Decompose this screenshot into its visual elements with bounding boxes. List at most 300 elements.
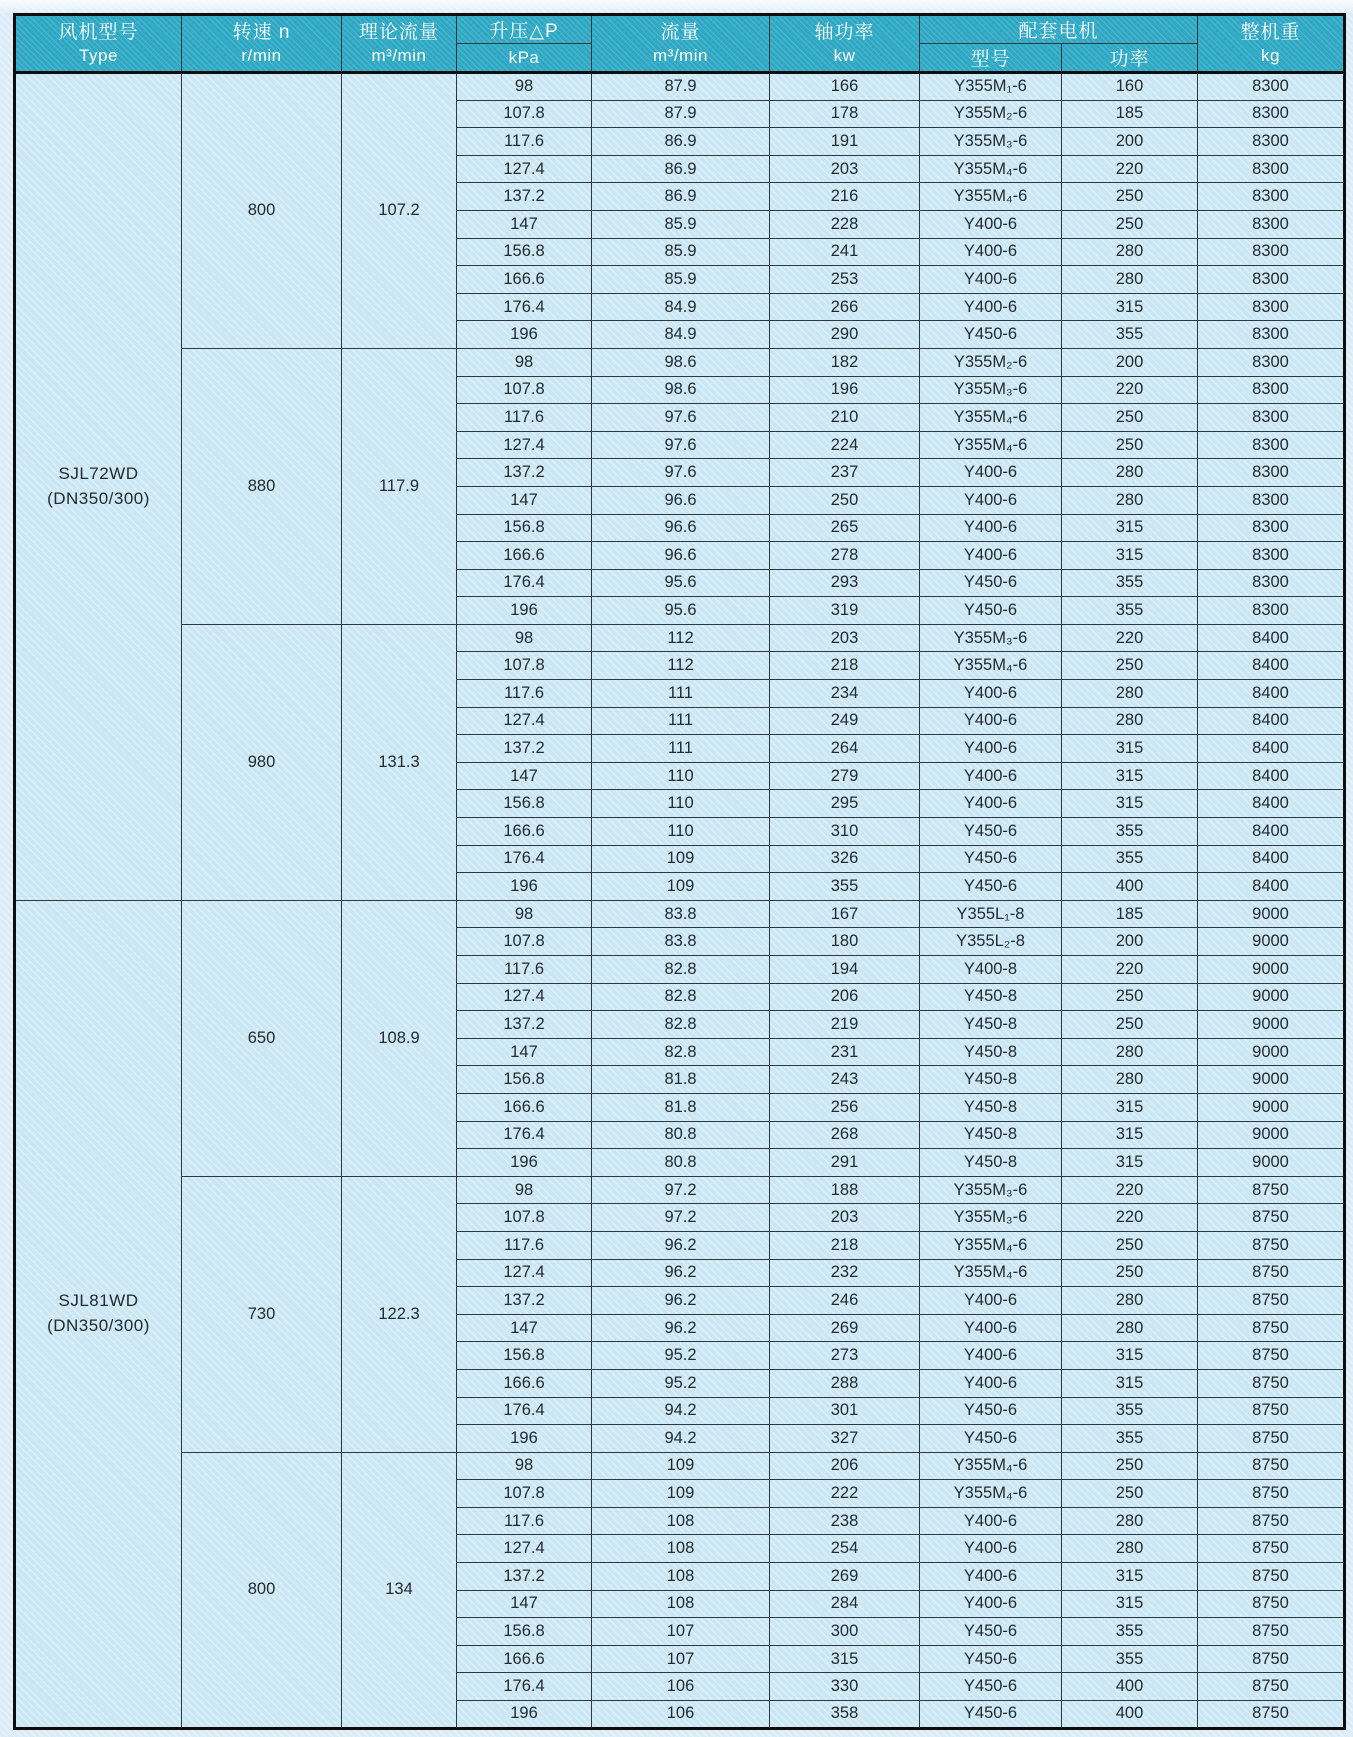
- fan-model-cell: [15, 73, 182, 901]
- spec-row: [15, 624, 1345, 652]
- pressure-cell: 156.8: [457, 238, 592, 266]
- pressure-cell: 107.8: [457, 652, 592, 680]
- header-speed-label: 转速 n: [232, 22, 291, 44]
- pressure-cell: 98: [457, 900, 592, 928]
- weight-cell: 8300: [1198, 404, 1345, 432]
- weight-cell: 8750: [1198, 1259, 1345, 1287]
- motor-model-cell: Y400-6: [920, 238, 1062, 266]
- weight-cell: 9000: [1198, 956, 1345, 984]
- shaft-power-cell: 293: [770, 569, 920, 597]
- shaft-power-cell: 284: [770, 1590, 920, 1618]
- weight-cell: 8750: [1198, 1701, 1345, 1729]
- motor-model-cell: Y450-6: [920, 597, 1062, 625]
- motor-model-cell: Y450-8: [920, 983, 1062, 1011]
- flow-cell: 83.8: [592, 900, 770, 928]
- pressure-cell: 127.4: [457, 1535, 592, 1563]
- motor-power-cell: 280: [1062, 486, 1198, 514]
- motor-model-cell: Y450-6: [920, 1645, 1062, 1673]
- header-speed: [182, 15, 342, 73]
- pressure-cell: 137.2: [457, 735, 592, 763]
- flow-cell: 96.2: [592, 1259, 770, 1287]
- flow-cell: 85.9: [592, 238, 770, 266]
- pressure-cell: 196: [457, 873, 592, 901]
- pressure-cell: 176.4: [457, 1673, 592, 1701]
- shaft-power-cell: 203: [770, 624, 920, 652]
- motor-power-cell: 185: [1062, 900, 1198, 928]
- header-weight-unit: kg: [1261, 46, 1280, 66]
- flow-cell: 110: [592, 790, 770, 818]
- motor-power-cell: 250: [1062, 1452, 1198, 1480]
- shaft-power-cell: 268: [770, 1121, 920, 1149]
- motor-model-cell: Y355M₃-6: [920, 1176, 1062, 1204]
- header-row-1: [15, 15, 1345, 44]
- header-shaft-power-label: 轴功率: [814, 22, 875, 44]
- fan-spec-table: [13, 13, 1346, 1730]
- weight-cell: 9000: [1198, 983, 1345, 1011]
- shaft-power-cell: 206: [770, 1452, 920, 1480]
- motor-power-cell: 185: [1062, 100, 1198, 128]
- speed-cell: 800: [182, 1452, 342, 1728]
- shaft-power-cell: 219: [770, 1011, 920, 1039]
- motor-model-cell: Y400-6: [920, 1590, 1062, 1618]
- motor-model-cell: Y400-6: [920, 762, 1062, 790]
- motor-power-cell: 315: [1062, 762, 1198, 790]
- shaft-power-cell: 269: [770, 1563, 920, 1591]
- weight-cell: 8300: [1198, 459, 1345, 487]
- motor-model-cell: Y355M₄-6: [920, 1231, 1062, 1259]
- motor-power-cell: 400: [1062, 1673, 1198, 1701]
- pressure-cell: 156.8: [457, 790, 592, 818]
- motor-power-cell: 250: [1062, 983, 1198, 1011]
- pressure-cell: 156.8: [457, 1066, 592, 1094]
- shaft-power-cell: 250: [770, 486, 920, 514]
- motor-power-cell: 250: [1062, 1011, 1198, 1039]
- flow-cell: 97.2: [592, 1176, 770, 1204]
- flow-cell: 86.9: [592, 183, 770, 211]
- motor-model-cell: Y450-6: [920, 1701, 1062, 1729]
- motor-model-cell: Y400-6: [920, 486, 1062, 514]
- motor-power-cell: 315: [1062, 514, 1198, 542]
- weight-cell: 8300: [1198, 542, 1345, 570]
- motor-model-cell: Y400-6: [920, 210, 1062, 238]
- motor-model-cell: Y355M₄-6: [920, 652, 1062, 680]
- header-shaft-power-unit: kw: [833, 46, 856, 66]
- weight-cell: 9000: [1198, 1121, 1345, 1149]
- shaft-power-cell: 234: [770, 680, 920, 708]
- weight-cell: 8750: [1198, 1590, 1345, 1618]
- shaft-power-cell: 246: [770, 1287, 920, 1315]
- weight-cell: 8300: [1198, 321, 1345, 349]
- flow-cell: 107: [592, 1645, 770, 1673]
- motor-power-cell: 250: [1062, 431, 1198, 459]
- motor-model-cell: Y355M₄-6: [920, 404, 1062, 432]
- flow-cell: 84.9: [592, 321, 770, 349]
- weight-cell: 8300: [1198, 348, 1345, 376]
- flow-cell: 96.2: [592, 1287, 770, 1315]
- shaft-power-cell: 290: [770, 321, 920, 349]
- fan-model-size: (DN350/300): [47, 1315, 150, 1335]
- motor-power-cell: 355: [1062, 1645, 1198, 1673]
- motor-power-cell: 280: [1062, 707, 1198, 735]
- motor-model-cell: Y400-6: [920, 680, 1062, 708]
- weight-cell: 8750: [1198, 1507, 1345, 1535]
- weight-cell: 8400: [1198, 845, 1345, 873]
- motor-model-cell: Y355M₄-6: [920, 183, 1062, 211]
- motor-power-cell: 355: [1062, 321, 1198, 349]
- pressure-cell: 98: [457, 1176, 592, 1204]
- weight-cell: 8750: [1198, 1673, 1345, 1701]
- header-motor-model-text: 型号: [970, 49, 1011, 70]
- motor-power-cell: 280: [1062, 1287, 1198, 1315]
- flow-cell: 106: [592, 1701, 770, 1729]
- flow-cell: 82.8: [592, 1038, 770, 1066]
- motor-power-cell: 315: [1062, 790, 1198, 818]
- flow-cell: 80.8: [592, 1121, 770, 1149]
- weight-cell: 9000: [1198, 1038, 1345, 1066]
- motor-power-cell: 355: [1062, 597, 1198, 625]
- flow-cell: 97.2: [592, 1204, 770, 1232]
- pressure-cell: 196: [457, 321, 592, 349]
- speed-cell: 650: [182, 900, 342, 1176]
- motor-power-cell: 220: [1062, 1204, 1198, 1232]
- pressure-cell: 176.4: [457, 293, 592, 321]
- pressure-cell: 137.2: [457, 1011, 592, 1039]
- weight-cell: 8750: [1198, 1480, 1345, 1508]
- weight-cell: 8300: [1198, 238, 1345, 266]
- flow-cell: 82.8: [592, 983, 770, 1011]
- pressure-cell: 166.6: [457, 542, 592, 570]
- shaft-power-cell: 191: [770, 128, 920, 156]
- header-theoretical-flow-label: 理论流量: [358, 22, 439, 44]
- motor-model-cell: Y400-6: [920, 735, 1062, 763]
- motor-model-cell: Y355L₂-8: [920, 928, 1062, 956]
- spec-row: [15, 1452, 1345, 1480]
- motor-power-cell: 250: [1062, 652, 1198, 680]
- motor-power-cell: 315: [1062, 542, 1198, 570]
- motor-model-cell: Y450-6: [920, 1618, 1062, 1646]
- motor-model-cell: Y450-6: [920, 321, 1062, 349]
- motor-power-cell: 315: [1062, 1093, 1198, 1121]
- pressure-cell: 176.4: [457, 845, 592, 873]
- shaft-power-cell: 279: [770, 762, 920, 790]
- theoretical-flow-cell: 107.2: [342, 73, 457, 349]
- speed-cell: 730: [182, 1176, 342, 1452]
- header-pressure-rise-unit: [457, 44, 592, 73]
- weight-cell: 8750: [1198, 1231, 1345, 1259]
- shaft-power-cell: 301: [770, 1397, 920, 1425]
- flow-cell: 80.8: [592, 1149, 770, 1177]
- shaft-power-cell: 310: [770, 818, 920, 846]
- motor-model-cell: Y450-6: [920, 1425, 1062, 1453]
- weight-cell: 9000: [1198, 900, 1345, 928]
- flow-cell: 111: [592, 707, 770, 735]
- weight-cell: 9000: [1198, 1093, 1345, 1121]
- motor-power-cell: 220: [1062, 155, 1198, 183]
- motor-power-cell: 355: [1062, 1425, 1198, 1453]
- motor-power-cell: 280: [1062, 238, 1198, 266]
- shaft-power-cell: 237: [770, 459, 920, 487]
- flow-cell: 108: [592, 1535, 770, 1563]
- motor-model-cell: Y400-6: [920, 459, 1062, 487]
- shaft-power-cell: 273: [770, 1342, 920, 1370]
- weight-cell: 9000: [1198, 1149, 1345, 1177]
- motor-power-cell: 400: [1062, 1701, 1198, 1729]
- motor-model-cell: Y355M₂-6: [920, 348, 1062, 376]
- motor-model-cell: Y400-6: [920, 1563, 1062, 1591]
- motor-power-cell: 220: [1062, 956, 1198, 984]
- flow-cell: 111: [592, 680, 770, 708]
- flow-cell: 112: [592, 652, 770, 680]
- motor-model-cell: Y355M₃-6: [920, 128, 1062, 156]
- motor-power-cell: 315: [1062, 1121, 1198, 1149]
- shaft-power-cell: 278: [770, 542, 920, 570]
- motor-model-cell: Y400-6: [920, 1342, 1062, 1370]
- motor-model-cell: Y355M₃-6: [920, 376, 1062, 404]
- pressure-cell: 147: [457, 1314, 592, 1342]
- weight-cell: 8300: [1198, 266, 1345, 294]
- header-motor-power: [1062, 44, 1198, 73]
- pressure-cell: 98: [457, 1452, 592, 1480]
- motor-power-cell: 355: [1062, 569, 1198, 597]
- speed-cell: 800: [182, 73, 342, 349]
- motor-power-cell: 280: [1062, 1535, 1198, 1563]
- flow-cell: 106: [592, 1673, 770, 1701]
- flow-cell: 81.8: [592, 1093, 770, 1121]
- shaft-power-cell: 196: [770, 376, 920, 404]
- pressure-cell: 166.6: [457, 818, 592, 846]
- flow-cell: 81.8: [592, 1066, 770, 1094]
- flow-cell: 109: [592, 1452, 770, 1480]
- pressure-cell: 196: [457, 597, 592, 625]
- shaft-power-cell: 180: [770, 928, 920, 956]
- motor-power-cell: 280: [1062, 1038, 1198, 1066]
- shaft-power-cell: 167: [770, 900, 920, 928]
- pressure-cell: 176.4: [457, 1121, 592, 1149]
- flow-cell: 97.6: [592, 459, 770, 487]
- pressure-cell: 127.4: [457, 707, 592, 735]
- shaft-power-cell: 194: [770, 956, 920, 984]
- flow-cell: 84.9: [592, 293, 770, 321]
- weight-cell: 8750: [1198, 1287, 1345, 1315]
- header-motor: [920, 15, 1198, 44]
- shaft-power-cell: 269: [770, 1314, 920, 1342]
- flow-cell: 96.2: [592, 1231, 770, 1259]
- header-flow-label: 流量: [660, 22, 701, 44]
- theoretical-flow-cell: 108.9: [342, 900, 457, 1176]
- shaft-power-cell: 330: [770, 1673, 920, 1701]
- motor-power-cell: 315: [1062, 1590, 1198, 1618]
- shaft-power-cell: 254: [770, 1535, 920, 1563]
- flow-cell: 109: [592, 1480, 770, 1508]
- motor-model-cell: Y450-6: [920, 569, 1062, 597]
- motor-power-cell: 355: [1062, 1397, 1198, 1425]
- motor-model-cell: Y450-8: [920, 1066, 1062, 1094]
- flow-cell: 109: [592, 845, 770, 873]
- shaft-power-cell: 266: [770, 293, 920, 321]
- shaft-power-cell: 210: [770, 404, 920, 432]
- weight-cell: 8400: [1198, 790, 1345, 818]
- flow-cell: 107: [592, 1618, 770, 1646]
- shaft-power-cell: 222: [770, 1480, 920, 1508]
- theoretical-flow-cell: 117.9: [342, 348, 457, 624]
- motor-model-cell: Y450-8: [920, 1038, 1062, 1066]
- pressure-cell: 147: [457, 1038, 592, 1066]
- weight-cell: 8300: [1198, 293, 1345, 321]
- weight-cell: 8750: [1198, 1618, 1345, 1646]
- flow-cell: 110: [592, 762, 770, 790]
- shaft-power-cell: 326: [770, 845, 920, 873]
- shaft-power-cell: 241: [770, 238, 920, 266]
- header-flow-unit: m³/min: [653, 46, 708, 66]
- motor-model-cell: Y400-6: [920, 1287, 1062, 1315]
- motor-power-cell: 315: [1062, 1563, 1198, 1591]
- flow-cell: 82.8: [592, 956, 770, 984]
- weight-cell: 8300: [1198, 73, 1345, 101]
- shaft-power-cell: 264: [770, 735, 920, 763]
- motor-power-cell: 315: [1062, 1342, 1198, 1370]
- motor-model-cell: Y355M₄-6: [920, 1480, 1062, 1508]
- weight-cell: 8300: [1198, 100, 1345, 128]
- motor-power-cell: 355: [1062, 818, 1198, 846]
- motor-power-cell: 250: [1062, 1259, 1198, 1287]
- shaft-power-cell: 295: [770, 790, 920, 818]
- shaft-power-cell: 188: [770, 1176, 920, 1204]
- flow-cell: 96.6: [592, 514, 770, 542]
- weight-cell: 8400: [1198, 652, 1345, 680]
- shaft-power-cell: 243: [770, 1066, 920, 1094]
- flow-cell: 108: [592, 1563, 770, 1591]
- shaft-power-cell: 166: [770, 73, 920, 101]
- shaft-power-cell: 178: [770, 100, 920, 128]
- weight-cell: 9000: [1198, 1066, 1345, 1094]
- header-fan-model-en: Type: [79, 46, 118, 66]
- motor-model-cell: Y450-8: [920, 1093, 1062, 1121]
- flow-cell: 97.6: [592, 404, 770, 432]
- motor-power-cell: 220: [1062, 1176, 1198, 1204]
- weight-cell: 8300: [1198, 210, 1345, 238]
- motor-power-cell: 400: [1062, 873, 1198, 901]
- flow-cell: 97.6: [592, 431, 770, 459]
- flow-cell: 86.9: [592, 155, 770, 183]
- header-fan-model-cn: 风机型号: [58, 22, 139, 44]
- flow-cell: 108: [592, 1590, 770, 1618]
- weight-cell: 8400: [1198, 735, 1345, 763]
- motor-model-cell: Y400-6: [920, 266, 1062, 294]
- motor-model-cell: Y450-6: [920, 845, 1062, 873]
- pressure-cell: 107.8: [457, 100, 592, 128]
- pressure-cell: 127.4: [457, 431, 592, 459]
- speed-cell: 880: [182, 348, 342, 624]
- motor-power-cell: 220: [1062, 376, 1198, 404]
- weight-cell: 8750: [1198, 1314, 1345, 1342]
- header-weight-label: 整机重: [1240, 22, 1301, 44]
- motor-model-cell: Y450-8: [920, 1121, 1062, 1149]
- motor-power-cell: 355: [1062, 1618, 1198, 1646]
- motor-model-cell: Y400-6: [920, 542, 1062, 570]
- header-motor-model: [920, 44, 1062, 73]
- pressure-cell: 156.8: [457, 514, 592, 542]
- pressure-cell: 166.6: [457, 1093, 592, 1121]
- pressure-cell: 137.2: [457, 183, 592, 211]
- weight-cell: 8400: [1198, 818, 1345, 846]
- pressure-cell: 117.6: [457, 956, 592, 984]
- spec-row: [15, 348, 1345, 376]
- weight-cell: 8400: [1198, 873, 1345, 901]
- pressure-cell: 166.6: [457, 1645, 592, 1673]
- shaft-power-cell: 358: [770, 1701, 920, 1729]
- weight-cell: 8400: [1198, 762, 1345, 790]
- shaft-power-cell: 228: [770, 210, 920, 238]
- shaft-power-cell: 249: [770, 707, 920, 735]
- weight-cell: 8300: [1198, 569, 1345, 597]
- header-pressure-rise: [457, 15, 592, 44]
- shaft-power-cell: 224: [770, 431, 920, 459]
- header-theoretical-flow: [342, 15, 457, 73]
- weight-cell: 8750: [1198, 1425, 1345, 1453]
- theoretical-flow-cell: 122.3: [342, 1176, 457, 1452]
- motor-model-cell: Y400-6: [920, 707, 1062, 735]
- pressure-cell: 166.6: [457, 266, 592, 294]
- motor-power-cell: 280: [1062, 1507, 1198, 1535]
- motor-power-cell: 280: [1062, 266, 1198, 294]
- flow-cell: 111: [592, 735, 770, 763]
- theoretical-flow-cell: 131.3: [342, 624, 457, 900]
- weight-cell: 8750: [1198, 1397, 1345, 1425]
- motor-model-cell: Y355M₂-6: [920, 100, 1062, 128]
- pressure-cell: 117.6: [457, 128, 592, 156]
- motor-model-cell: Y450-6: [920, 873, 1062, 901]
- motor-power-cell: 280: [1062, 680, 1198, 708]
- pressure-cell: 156.8: [457, 1618, 592, 1646]
- theoretical-flow-cell: 134: [342, 1452, 457, 1728]
- flow-cell: 85.9: [592, 266, 770, 294]
- weight-cell: 8400: [1198, 624, 1345, 652]
- pressure-cell: 117.6: [457, 1507, 592, 1535]
- weight-cell: 8750: [1198, 1176, 1345, 1204]
- motor-model-cell: Y400-8: [920, 956, 1062, 984]
- shaft-power-cell: 288: [770, 1369, 920, 1397]
- shaft-power-cell: 253: [770, 266, 920, 294]
- header-weight: [1198, 15, 1345, 73]
- header-fan-model: [15, 15, 182, 73]
- motor-power-cell: 280: [1062, 459, 1198, 487]
- speed-cell: 980: [182, 624, 342, 900]
- weight-cell: 8750: [1198, 1369, 1345, 1397]
- motor-power-cell: 200: [1062, 928, 1198, 956]
- shaft-power-cell: 206: [770, 983, 920, 1011]
- flow-cell: 96.2: [592, 1314, 770, 1342]
- motor-model-cell: Y450-6: [920, 818, 1062, 846]
- weight-cell: 8300: [1198, 486, 1345, 514]
- weight-cell: 8750: [1198, 1535, 1345, 1563]
- header-flow: [592, 15, 770, 73]
- pressure-cell: 127.4: [457, 155, 592, 183]
- header-theoretical-flow-unit: m³/min: [371, 46, 427, 66]
- weight-cell: 8750: [1198, 1342, 1345, 1370]
- header-pressure-rise-label: 升压△P: [489, 21, 559, 42]
- motor-power-cell: 280: [1062, 1314, 1198, 1342]
- pressure-cell: 176.4: [457, 1397, 592, 1425]
- fan-model-name: SJL81WD: [58, 1291, 139, 1311]
- shaft-power-cell: 355: [770, 873, 920, 901]
- pressure-cell: 127.4: [457, 1259, 592, 1287]
- header-speed-unit: r/min: [241, 46, 282, 66]
- motor-model-cell: Y355M₃-6: [920, 624, 1062, 652]
- header-pressure-rise-unit-text: kPa: [508, 47, 540, 67]
- fan-model-cell: [15, 900, 182, 1728]
- fan-model-size: (DN350/300): [47, 488, 150, 508]
- pressure-cell: 147: [457, 210, 592, 238]
